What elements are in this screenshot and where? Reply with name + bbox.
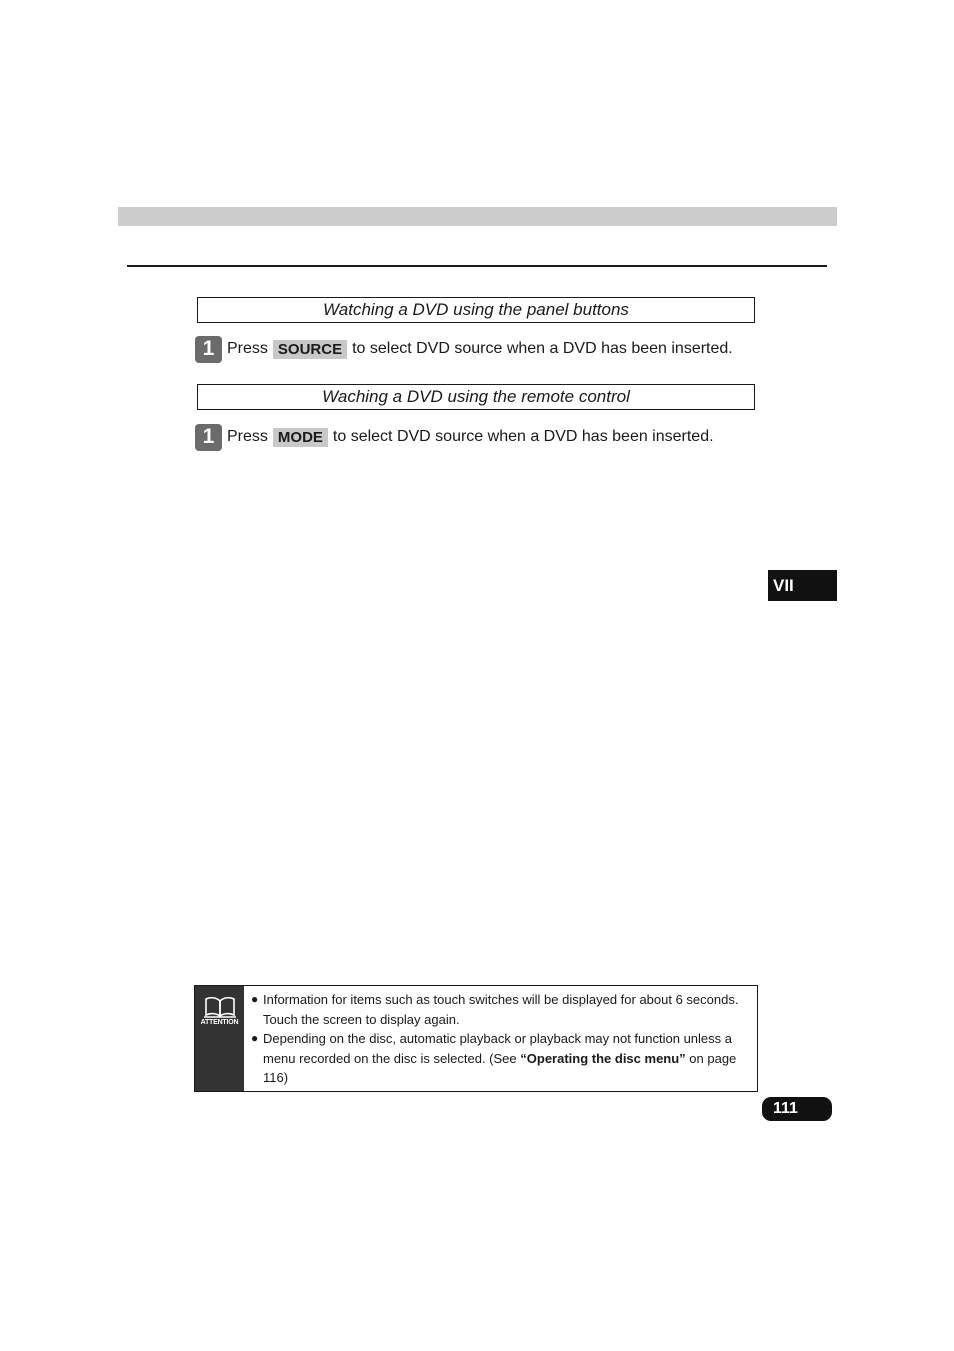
remote-step xyxy=(195,423,714,451)
remote-control-heading: Waching a DVD using the remote control xyxy=(197,384,755,410)
note-text: Depending on the disc, automatic playback or playback may not function unless a menu recorded on the disc is selected. (See xyxy=(263,1031,732,1066)
source-key: SOURCE xyxy=(273,340,347,359)
note-text: Information for items such as touch switches will be displayed for about 6 seconds. Touch the screen to display again. xyxy=(263,992,739,1027)
step-text-before: Press xyxy=(227,428,268,445)
panel-step xyxy=(195,335,733,363)
bullet-icon: ● xyxy=(251,992,259,1006)
step-number-badge: 1 xyxy=(195,336,222,363)
book-icon xyxy=(203,996,237,1018)
chapter-tab: VII xyxy=(768,570,837,601)
note-item xyxy=(251,990,749,1029)
panel-buttons-heading: Watching a DVD using the panel buttons xyxy=(197,297,755,323)
mode-key: MODE xyxy=(273,428,328,447)
note-reference: “Operating the disc menu” xyxy=(520,1050,686,1066)
page-number: 111 xyxy=(762,1097,832,1121)
section-rule xyxy=(127,265,827,267)
step-text-after: to select DVD source when a DVD has been inserted. xyxy=(332,428,714,445)
note-item xyxy=(251,1029,749,1088)
header-band xyxy=(118,207,837,226)
attention-box xyxy=(194,985,758,1092)
attention-notes xyxy=(244,986,757,1091)
attention-icon-panel xyxy=(195,986,244,1091)
attention-label: ATTENTION xyxy=(200,1019,239,1026)
step-text-after: to select DVD source when a DVD has been inserted. xyxy=(352,340,733,357)
bullet-icon: ● xyxy=(251,1031,259,1045)
step-number-badge: 1 xyxy=(195,424,222,451)
step-text-before: Press xyxy=(227,340,268,357)
note-text-end: on page 116) xyxy=(263,1050,737,1085)
